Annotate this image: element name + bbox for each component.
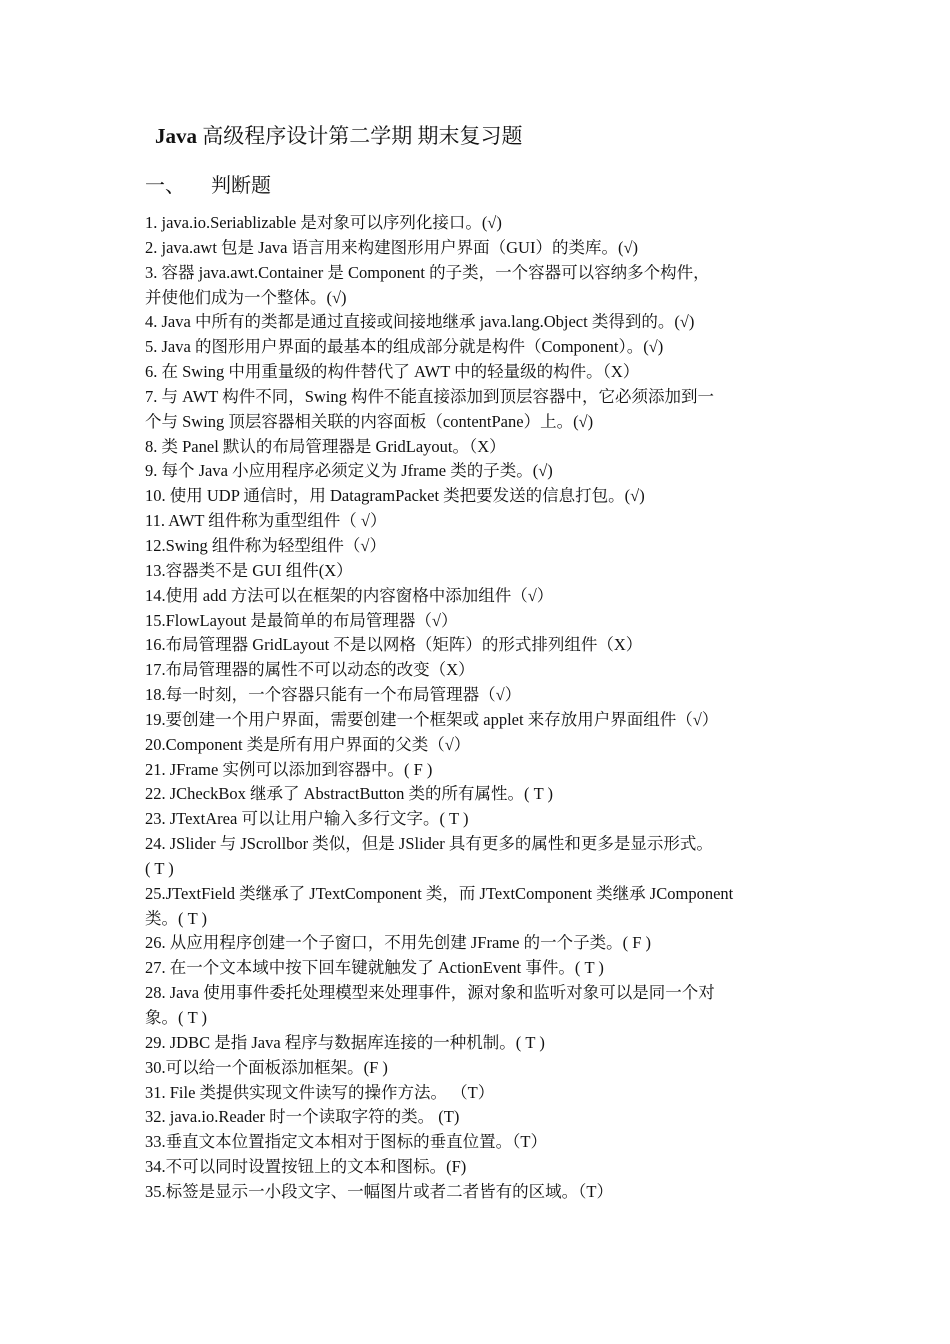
question-line: 34.不可以同时设置按钮上的文本和图标。(F) xyxy=(145,1157,467,1177)
question-line: 31. File 类提供实现文件读写的操作方法。 （T） xyxy=(145,1082,495,1102)
question-line: 11. AWT 组件称为重型组件（ √） xyxy=(145,511,387,531)
question-line: 22. JCheckBox 继承了 AbstractButton 类的所有属性。( T ) xyxy=(145,784,554,804)
question-line: 26. 从应用程序创建一个子窗口，不用先创建 JFrame 的一个子类。( F ) xyxy=(145,933,651,953)
question-line: 6. 在 Swing 中用重量级的构件替代了 AWT 中的轻量级的构件。（X） xyxy=(145,362,640,382)
question-line: 13.容器类不是 GUI 组件(X） xyxy=(145,560,353,580)
question-line: 8. 类 Panel 默认的布局管理器是 GridLayout。（X） xyxy=(145,436,506,456)
question-line: 15.FlowLayout 是最简单的布局管理器（√） xyxy=(145,610,458,630)
question-list xyxy=(145,211,821,1205)
question-line: 17.布局管理器的属性不可以动态的改变（X） xyxy=(145,660,475,680)
question-line: 1. java.io.Seriablizable 是对象可以序列化接口。(√) xyxy=(145,213,502,232)
question-line: 19.要创建一个用户界面，需要创建一个框架或 applet 来存放用户界面组件（√） xyxy=(145,709,719,729)
question-line: 24. JSlider 与 JScrollbor 类似，但是 JSlider 具有更多的属性和更多是显示形式。 xyxy=(145,834,713,854)
question-line: 象。( T ) xyxy=(145,1008,208,1027)
section-heading xyxy=(145,172,271,200)
section-title: 判断题 xyxy=(211,175,271,197)
question-line: 25.JTextField 类继承了 JTextComponent 类，而 JTextComponent 类继承 JComponent xyxy=(145,883,734,903)
question-line: 14.使用 add 方法可以在框架的内容窗格中添加组件（√） xyxy=(145,585,554,605)
question-line: 3. 容器 java.awt.Container 是 Component 的子类，一个容器可以容纳多个构件， xyxy=(145,262,710,282)
question-line: 28. Java 使用事件委托处理模型来处理事件，源对象和监听对象可以是同一个对 xyxy=(145,983,715,1003)
title-rest: 高级程序设计第二学期 期末复习题 xyxy=(197,124,523,148)
question-line: 21. JFrame 实例可以添加到容器中。( F ) xyxy=(145,759,433,779)
question-line: ( T ) xyxy=(145,858,174,878)
question-line: 23. JTextArea 可以让用户输入多行文字。( T ) xyxy=(145,809,469,829)
question-line: 5. Java 的图形用户界面的最基本的组成部分就是构件（Component）。(√) xyxy=(145,337,664,357)
question-line: 个与 Swing 顶层容器相关联的内容面板（contentPane）上。(√) xyxy=(145,411,594,431)
section-number: 一、 xyxy=(145,175,185,197)
question-line: 4. Java 中所有的类都是通过直接或间接地继承 java.lang.Object 类得到的。(√) xyxy=(145,312,695,332)
question-line: 10. 使用 UDP 通信时，用 DatagramPacket 类把要发送的信息打包。(√) xyxy=(145,486,645,506)
page-title xyxy=(155,121,523,151)
question-line: 30.可以给一个面板添加框架。(F ) xyxy=(145,1057,388,1077)
question-line: 12.Swing 组件称为轻型组件（√） xyxy=(145,535,386,555)
question-line: 27. 在一个文本域中按下回车键就触发了 ActionEvent 事件。( T ) xyxy=(145,958,604,978)
question-line: 2. java.awt 包是 Java 语言用来构建图形用户界面（GUI）的类库。(√) xyxy=(145,237,638,257)
question-line: 9. 每个 Java 小应用程序必须定义为 Jframe 类的子类。(√) xyxy=(145,461,553,481)
question-line: 类。( T ) xyxy=(145,908,208,928)
question-line: 7. 与 AWT 构件不同，Swing 构件不能直接添加到顶层容器中，它必须添加到一 xyxy=(145,386,715,406)
question-line: 并使他们成为一个整体。(√) xyxy=(145,287,347,307)
question-line: 32. java.io.Reader 时一个读取字符的类。 (T) xyxy=(145,1107,460,1127)
title-latin: Java xyxy=(155,124,197,148)
question-line: 29. JDBC 是指 Java 程序与数据库连接的一种机制。( T ) xyxy=(145,1032,545,1052)
question-line: 20.Component 类是所有用户界面的父类（√） xyxy=(145,734,471,754)
question-line: 18.每一时刻，一个容器只能有一个布局管理器（√） xyxy=(145,685,522,705)
question-line: 16.布局管理器 GridLayout 不是以网格（矩阵）的形式排列组件（X） xyxy=(145,635,643,655)
question-line: 35.标签是显示一小段文字、一幅图片或者二者皆有的区域。（T） xyxy=(145,1181,613,1201)
question-line: 33.垂直文本位置指定文本相对于图标的垂直位置。（T） xyxy=(145,1132,547,1152)
